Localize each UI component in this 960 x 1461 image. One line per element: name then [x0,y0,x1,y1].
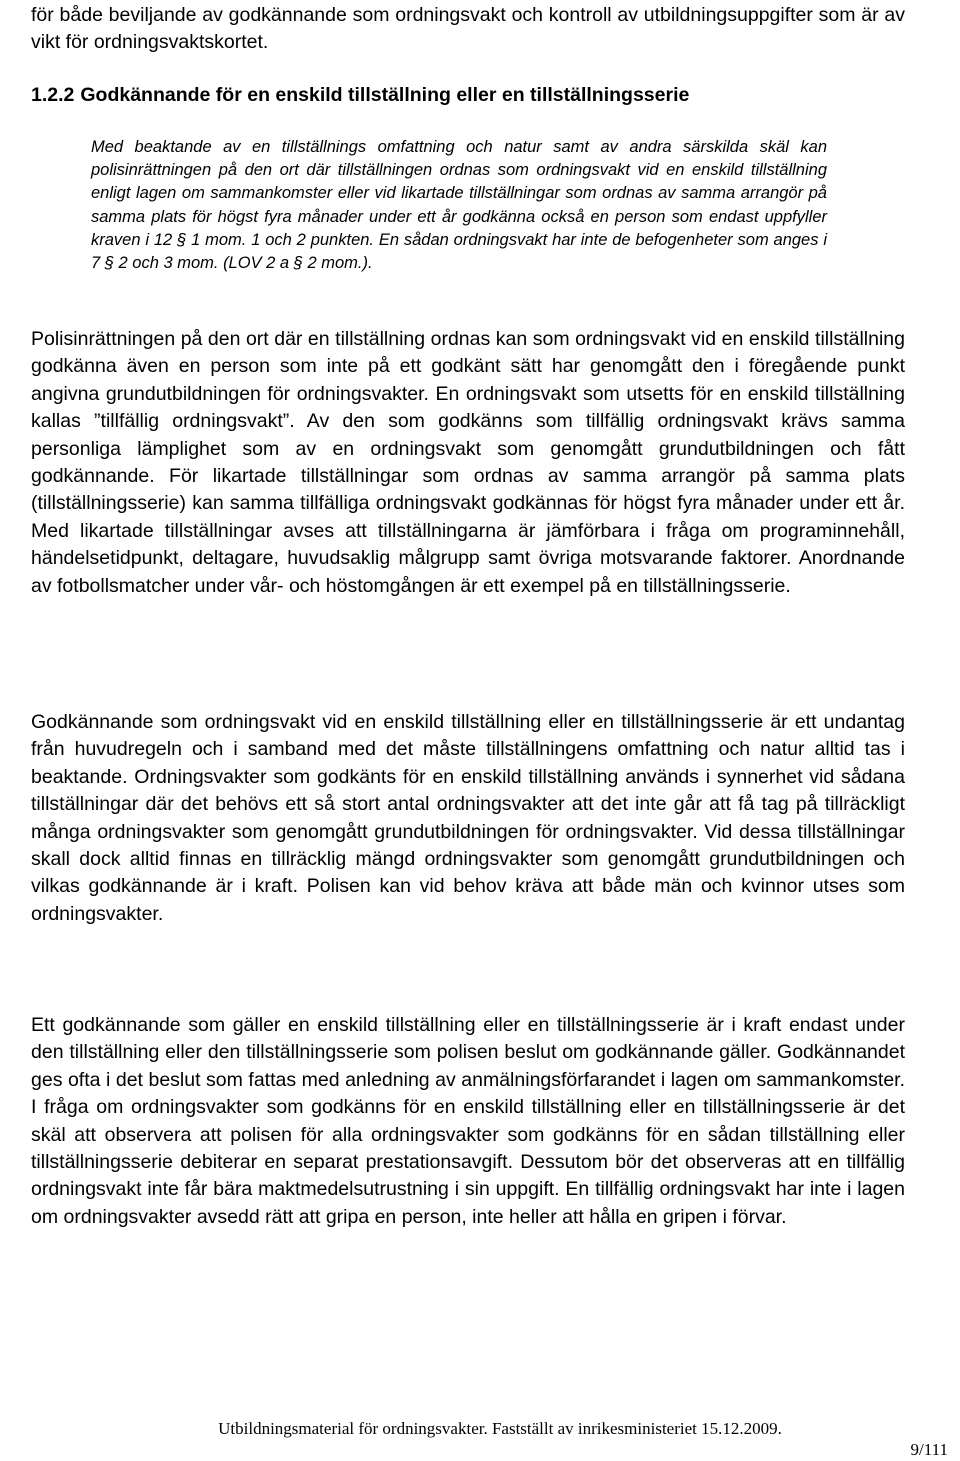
body-paragraph-2: Godkännande som ordningsvakt vid en enskild tillställning eller en tillställningsserie är ett undantag från huvudregeln och i samband med det måste tillställningens omfattning och natur alltid tas i beaktande. Ordningsvakter som godkänts för en enskild tillställning används i synnerhet vid sådana tillställningar där det behövs ett så stort antal ordningsvakter att det inte går att få tag på tillräckligt många ordningsvakter som genomgått grundutbildningen för ordningsvakter. Vid dessa tillställningar skall dock alltid finnas en tillräcklig mängd ordningsvakter som genomgått grundutbildningen och vilkas godkännande är i kraft. Polisen kan vid behov kräva att både män och kvinnor utses som ordningsvakter. [31,711,905,925]
section-title: Godkännande för en enskild tillställning eller en tillställningsserie [80,84,690,106]
page-footer: Utbildningsmaterial för ordningsvakter. Fastställt av inrikesministeriet 15.12.2009. [218,1419,782,1438]
page-number: 9/111 [910,1440,948,1459]
body-paragraph-1: Polisinrättningen på den ort där en tillställning ordnas kan som ordningsvakt vid en enskild tillställning godkänna även en person som inte på ett godkänt sätt har genomgått den i föregående punkt angivna grundutbildningen för ordningsvakter. En ordningsvakt som utsetts för en enskild tillställning kallas ”tillfällig ordningsvakt”. Av den som godkänns som tillfällig ordningsvakt krävs samma personliga lämplighet som av en ordningsvakt som genomgått grundutbildningen och fått godkännande. För likartade tillställningar som ordnas av samma arrangör på samma plats (tillställningsserie) kan samma tillfälliga ordningsvakt godkännas för högst fyra månader under ett år. Med likartade tillställningar avses att tillställningarna är jämförbara i fråga om programinnehåll, händelsetidpunkt, deltagare, huvudsaklig målgrupp samt övriga motsvarande faktorer. Anordnande av fotbollsmatcher under vår- och höstomgången är ett exempel på en tillställningsserie. [31,328,905,597]
intro-paragraph: för både beviljande av godkännande som ordningsvakt och kontroll av utbildningsuppgifter som är av vikt för ordningsvaktskortet. [31,4,905,53]
body-paragraph-3: Ett godkännande som gäller en enskild tillställning eller en tillställningsserie är i kraft endast under den tillställning eller den tillställningsserie som polisen beslut om godkännande gäller. Godkännandet ges ofta i det beslut som fattas med anledning av anmälningsförfarandet i lagen om sammankomster. I fråga om ordningsvakter som godkänns för en enskild tillställning eller en tillställningsserie är det skäl att observera att polisen för alla ordningsvakter som godkänns för en sådan tillställning eller tillställningsserie debiterar en separat prestationsavgift. Dessutom bör det observeras att en tillfällig ordningsvakt inte får bära maktmedelsutrustning i sin uppgift. En tillfällig ordningsvakt har inte i lagen om ordningsvakter avsedd rätt att gripa en person, inte heller att hålla en gripen i förvar. [31,1014,905,1228]
section-number: 1.2.2 [31,84,75,106]
law-quote: Med beaktande av en tillställnings omfattning och natur samt av andra särskilda skäl kan polisinrättningen på den ort där tillställningen ordnas som ordningsvakt vid en enskild tillställning enligt lagen om sammankomster eller vid likartade tillställningar som ordnas av samma arrangör på samma plats för högst fyra månader under ett år godkänna också en person som endast uppfyller kraven i 12 § 1 mom. 1 och 2 punkten. En sådan ordningsvakt har inte de befogenheter som anges i 7 § 2 och 3 mom. (LOV 2 a § 2 mom.). [91,138,827,273]
section-heading [31,82,911,109]
